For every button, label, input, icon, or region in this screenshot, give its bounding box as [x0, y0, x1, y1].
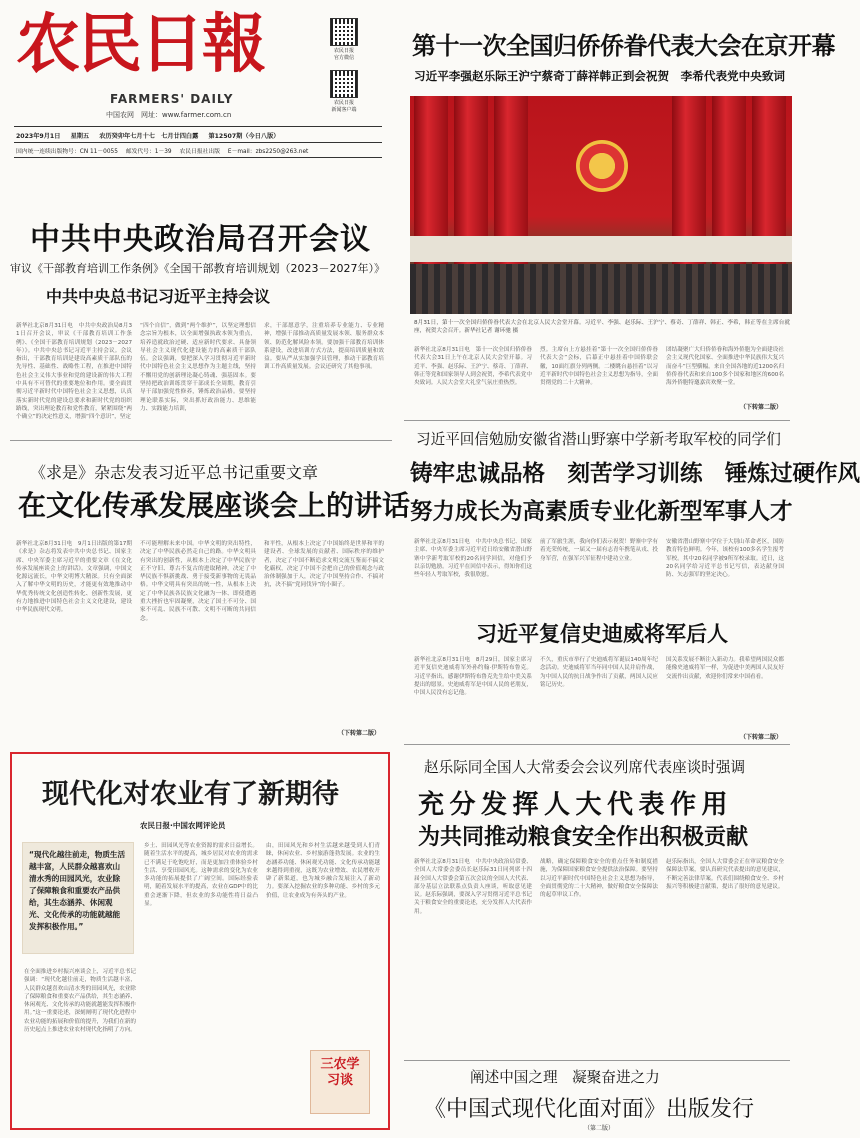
article-body-col-1: 新华社北京8月31日电 第十一次全国归侨侨眷代表大会31日上午在北京人民大会堂开幕。习近平、李强、赵乐际、王沪宁、蔡奇、丁薛祥、韩正等党和国家领导人到会祝贺，李希代表党中央致词。人民大会堂大礼堂气氛庄重热烈。 [414, 347, 532, 387]
article-body-col-1: 新华社北京8月31日电 中共中央总书记、国家主席、中央军委主席习近平近日给安徽省潜山野寨中学新考取军校的20名同学回信，对他们予以亲切勉励。习近平在回信中表示，得知你们这些年轻人考取军校，我很欣慰。 [414, 539, 532, 579]
article-qiushi [0, 442, 411, 742]
article-body-col-3: 和平性，从根本上决定了中国始终是世界和平的建设者、全球发展的贡献者、国际秩序的维护者，决定了中国不断追求文明交流互鉴而不搞文化霸权，决定了中国不会把自己的价值观念与政治体制强加于人，决定了中国坚持合作、不搞对抗，决不搞“党同伐异”的小圈子。 [264, 541, 384, 589]
divider [404, 744, 790, 745]
qr-app-label: 农民日报 新闻客户端 [331, 100, 357, 113]
continued-note[interactable]: （下转第二版） [740, 734, 783, 741]
issue-cn: 国内统一连续出版物号：CN 11－0055 [16, 149, 118, 155]
article-kicker: 阐述中国之理 凝聚奋进之力 [470, 1069, 660, 1086]
article-subheadline-2: 中共中央总书记习近平主持会议 [46, 287, 271, 306]
article-body-col-1: 新华社北京8月31日电 中共中央政治局8月31日召开会议，审议《干部教育培训工作条例》、《全国干部教育培训规划（2023－2027年）》。中共中央总书记习近平主持会议。会议指出，干部教育培训是建设高素质干部队伍的先导性、基础性、战略性工程，在推进中国特色社会主义伟大事业和党的建设新的伟大工程中具有不可替代的重要地位和作用。要全面贯彻习近平新时代中国特色社会主义思想，认真落实新时代党的建设总要求和新时代党的组织路线，突出理论教育和党性教育，紧紧围绕“两个确立”的决定性意义，增强“四个意识”，坚定 [16, 323, 132, 421]
article-kicker: 《求是》杂志发表习近平总书记重要文章 [30, 463, 319, 482]
article-headline: 中共中央政治局召开会议 [30, 222, 371, 257]
article-headline: 第十一次全国归侨侨眷代表大会在京开幕 [412, 32, 835, 60]
article-body-col-1: 新华社北京8月31日电 8月29日，国家主席习近平复信史迪威将军外孙约翰·伊斯特布鲁克。习近平指出，感谢伊斯特布鲁克先生给中美关系提出的愿景。史迪威将军是中国人民的老朋友，中国人民没有忘记他。 [414, 657, 532, 697]
commentary-body-col-3: 由，田园风光和乡村生活越来越受到人们青睐，休闲农业、乡村旅游蓬勃发展。农业的生态涵养功能、休闲观光功能、文化传承功能越来越得到重视，这既为农业增效、农民增收开辟了新渠道，也为城乡融合发展注入了新动力。要深入挖掘农业的多种功能、乡村的多元价值，让农业成为有奔头的产业。 [266, 843, 380, 899]
masthead-en-title: FARMERS' DAILY [110, 92, 234, 106]
article-body-col-2: 不可能理解未来中国。中华文明的突出特性，决定了中华民族必然走自己的路。中华文明具有突出的创新性，从根本上决定了中华民族守正不守旧、尊古不复古的进取精神，决定了中华民族不惧新挑战、勇于接受新事物的无畏品格。中华文明具有突出的统一性，从根本上决定了中华民族各民族文化融为一体、即使遭遇重大挫折也牢固凝聚，决定了国土不可分、国家不可乱、民族不可散、文明不可断的共同信念。 [140, 541, 256, 622]
article-body-col-2: 战略，确定保障粮食安全的重点任务和制度措施，为保障国家粮食安全提供法治保障。要坚持以习近平新时代中国特色社会主义思想为指导，全面贯彻党的二十大精神，做好粮食安全保障法的起草审议工作。 [540, 859, 658, 899]
article-military-school-letter [404, 422, 860, 612]
article-headline: 《中国式现代化面对面》出版发行 [424, 1097, 755, 1122]
conference-photo [410, 96, 792, 314]
sannong-stamp-icon [310, 1050, 370, 1114]
issue-info-line-2 [16, 146, 386, 155]
stage-table [410, 236, 792, 262]
sannong-stamp-text: 三农学习谈 [320, 1057, 360, 1088]
commentary-body-col-1: 在全面推进乡村振兴座谈会上，习近平总书记强调：“现代化越往前走，物质生活越丰富，人民群众越喜欢山清水秀的田园风光，农业除了保障粮食和重要农产品供给，其生态涵养、休闲观光、文化传承的功能就越能发挥积极作用。”这一重要论述，深刻阐明了现代化进程中农业功能的拓展和价值的提升，为我们在新的历史起点上推进农业农村现代化指明了方向。 [24, 969, 136, 1034]
masthead-logo: 农民日報 [16, 7, 264, 82]
emblem-icon [576, 140, 628, 192]
masthead-site[interactable]: 中国农网 网址：www.farmer.com.cn [106, 111, 232, 119]
continued-note[interactable]: （下转第二版） [740, 404, 783, 411]
article-kicker: 赵乐际同全国人大常委会会议列席代表座谈时强调 [424, 759, 746, 776]
article-body-col-2: 不久，重庆市举行了史迪威将军诞辰140周年纪念活动。史迪威将军当年同中国人民并肩作战，为中国人民的抗日战争作出了贡献，两国人民应铭记历史。 [540, 657, 658, 688]
article-headline: 充分发挥人大代表作用 [418, 790, 734, 820]
article-subheadline: 审议《干部教育培训工作条例》《全国干部教育培训规划（2023－2027年）》 [10, 262, 385, 275]
article-body-col-3: 求，干部愿意学，注重培养专业能力、专业精神，增强干部推动高质量发展本领、服务群众本领、防范化解风险本领。要加强干部教育培训体系建设，改进培训方式方法，提高培训质量和效益。要从严从实加强学员管理，推动干部教育培训工作高质量发展。会议还研究了其他事项。 [264, 323, 384, 371]
continued-note[interactable]: （第二版） [584, 1125, 615, 1132]
commentary-box [10, 752, 390, 1130]
article-body-col-3: 安徽省潜山野寨中学位于大别山革命老区，国防教育特色鲜明。今年，该校有100多名学生报考军校。其中20名同学被9所军校录取。近日，这20名同学给习近平总书记写信，表达献身国防、矢志强军的坚定决心。 [666, 539, 784, 579]
issue-email[interactable]: E－mail：zbs2250@263.net [227, 149, 309, 155]
issue-date: 2023年9月1日 [16, 133, 61, 140]
article-body-col-3: 团结凝聚广大归侨侨眷和海外侨胞为全面建设社会主义现代化国家、全面推进中华民族伟大复兴而奋斗”巨型横幅。来自全国各地的近1200名归侨侨眷代表和来自100多个国家和地区的600名海外侨胞特邀嘉宾欢聚一堂。 [666, 347, 784, 387]
article-subheadline: 习近平李强赵乐际王沪宁蔡奇丁薛祥韩正到会祝贺 李希代表党中央致词 [414, 69, 786, 83]
commentary-quote: “现代化越往前走，物质生活越丰富，人民群众越喜欢山清水秀的田园风光，农业除了保障粮食和重要农产品供给，其生态涵养、休闲观光、文化传承的功能就越能发挥积极作用。” [29, 850, 126, 931]
commentary-byline: 农民日报·中国农网评论员 [140, 821, 226, 830]
article-headline-2: 为共同推动粮食安全作出积极贡献 [418, 825, 749, 850]
article-book-release [404, 1060, 800, 1138]
article-body-col-3: 国关系发展不断注入新动力。我希望两国民众都能像史迪威将军一样，为促进中美两国人民友好交流作出贡献，欢迎你们常来中国看看。 [666, 657, 784, 680]
continued-note[interactable]: （下转第二版） [338, 730, 381, 737]
masthead-top-rule [14, 126, 382, 127]
divider [404, 1060, 790, 1061]
article-returned-overseas-congress [404, 0, 835, 420]
issue-publisher: 农民日报社出版 [179, 149, 221, 155]
article-body-col-2: “四个自信”，做到“两个维护”，以坚定理想信念宗旨为根本，以全面增强执政本领为重点，培养造就政治过硬、适应新时代要求、具备领导社会主义现代化建设能力的高素质干部队伍。会议强调，要把深入学习贯彻习近平新时代中国特色社会主义思想作为主题主线，坚持不懈用党的创新理论凝心铸魂、强基固本。要坚持把政治训练贯穿干部成长全周期，教育引导干部加强党性修养，锤炼政治品格。要坚持理论联系实际，突出抓好政治能力、思维能力、实践能力培训， [140, 323, 256, 412]
commentary-body-col-2: 乡土、田园风光等农业资源的需求日益增长。随着生活水平的提高，城乡居民对农业的需求已不满足于吃饱吃好，而是更加注重体验乡村生活、享受田园风光。这种需求的变化为农业多功能的拓展提供了广阔空间。国际经验表明，随着发展水平的提高，农业在GDP中的比重会逐渐下降，但农业的多功能性将日益凸显。 [144, 843, 258, 908]
article-headline-2: 努力成长为高素质专业化新型军事人才 [410, 499, 793, 525]
issue-info-line-1 [16, 131, 386, 140]
article-headline: 在文化传承发展座谈会上的讲话 [18, 489, 411, 522]
divider [404, 420, 790, 421]
audience-seats [410, 264, 792, 314]
article-headline: 铸牢忠诚品格 刻苦学习训练 锤炼过硬作风 [410, 461, 860, 487]
article-body-col-2: 前了军旅生涯，我向你们表示祝贺！野寨中学有着光荣传统，一届又一届有志青年携笔从戎、投身军营，在强军兴军征程中建功立业。 [540, 539, 658, 562]
qr-code-wechat [330, 18, 358, 46]
article-body-col-1: 新华社北京8月31日电 中共中央政治局常委、全国人大常委会委员长赵乐际31日同列席十四届全国人大常委会第五次会议的全国人大代表、部分基层立法联系点负责人座谈，听取意见建议。赵乐际强调，要深入学习贯彻习近平总书记关于粮食安全的重要论述，充分发挥人大代表作用。 [414, 859, 532, 915]
divider [10, 440, 392, 441]
commentary-headline: 现代化对农业有了新期待 [42, 779, 339, 810]
article-stilwell-reply [404, 612, 800, 744]
issue-number: 第12507期（今日八版） [208, 133, 280, 140]
article-politburo-meeting [0, 196, 400, 436]
article-kicker: 习近平回信勉励安徽省潜山野寨中学新考取军校的同学们 [416, 431, 781, 448]
qr-wechat-label: 农民日报 官方微信 [333, 48, 354, 61]
qr-code-app [330, 70, 358, 98]
issue-lunar: 农历癸卯年七月十七 七月廿四白露 [99, 133, 199, 140]
article-body-col-2: 烈。主席台上方悬挂着“第十一次全国归侨侨眷代表大会”会标，后幕正中悬挂着中国侨联会徽，10面红旗分列两侧。二楼眺台悬挂着“以习近平新时代中国特色社会主义思想为指导，全面贯彻党的二十大精神。 [540, 347, 658, 387]
issue-weekday: 星期五 [70, 133, 90, 140]
masthead [0, 0, 392, 196]
article-body-col-3: 赵乐际指出，全国人大常委会正在审议粮食安全保障法草案，要认真研究代表提出的意见建议，不断完善法律草案。代表们围绕粮食安全、乡村振兴等积极建言献策，提出了很好的意见建议。 [666, 859, 784, 890]
photo-caption: 8月31日，第十一次全国归侨侨眷代表大会在北京人民大会堂开幕。习近平、李强、赵乐际、王沪宁、蔡奇、丁薛祥、韩正、李希，韩正等在主席台就座，祝贺大会召开。新华社记者 谢环驰 摄 [414, 320, 790, 335]
article-headline: 习近平复信史迪威将军后人 [476, 622, 728, 646]
masthead-mid-rule [14, 142, 382, 143]
commentary-quote-box [22, 842, 134, 954]
article-body-col-1: 新华社北京8月31日电 9月1日出版的第17期《求是》杂志将发表中共中央总书记、国家主席、中央军委主席习近平的重要文章《在文化传承发展座谈会上的讲话》。文章强调，中国文化源远流长，中华文明博大精深。只有全面深入了解中华文明的历史，才能更有效地推动中华优秀传统文化创造性转化、创新性发展，更有力地推进中国特色社会主义文化建设，建设中华民族现代文明。 [16, 541, 132, 614]
masthead-bottom-rule [14, 157, 382, 158]
article-npc-symposium [404, 746, 800, 1068]
issue-postal: 邮发代号：1－39 [125, 149, 172, 155]
